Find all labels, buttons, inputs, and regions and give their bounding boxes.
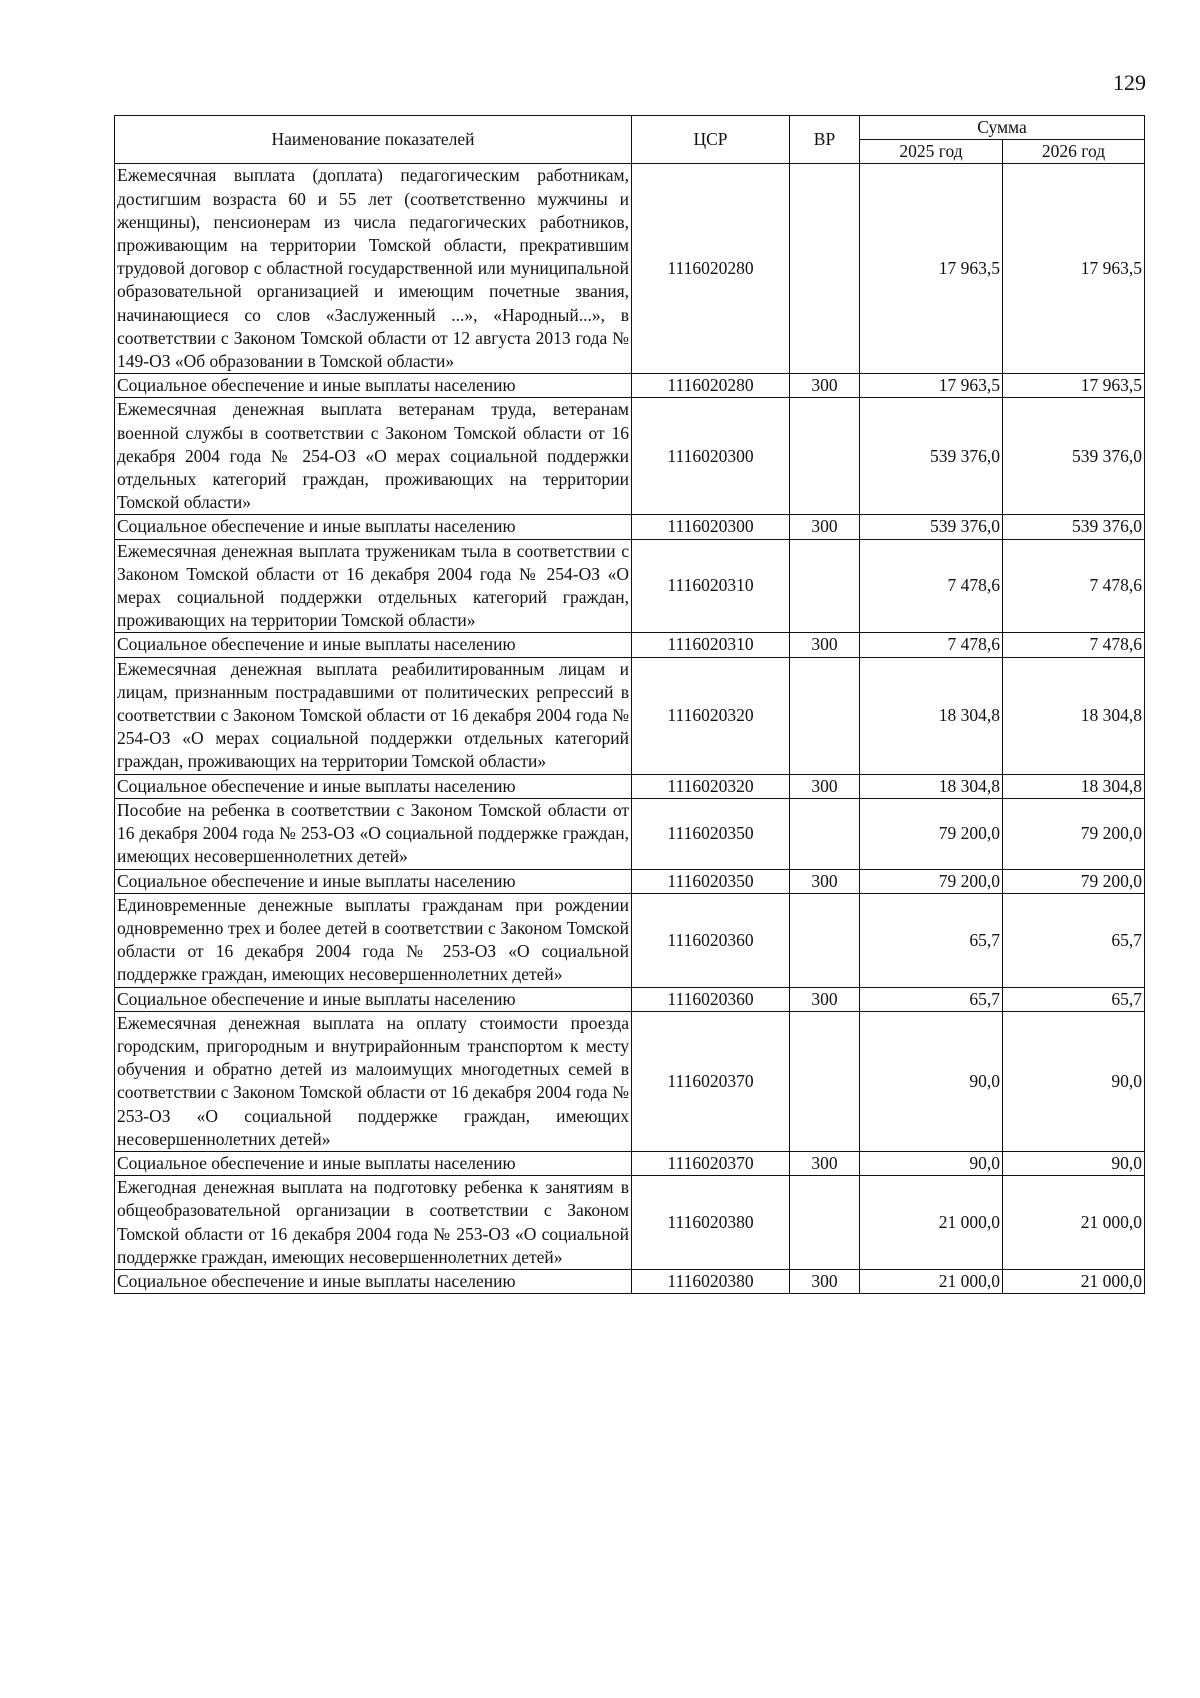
table-row [115,657,1145,774]
row-name: Социальное обеспечение и иные выплаты населению [115,1151,632,1175]
row-vr: 300 [790,633,860,657]
row-name: Ежемесячная денежная выплата на оплату стоимости проезда городским, пригородным и внутрирайонным транспортом к месту обучения и обратно детей из малоимущих многодетных семей в соответствии с Законом Томской области от 16 декабря 2004 года № 253-ОЗ «О социальной поддержке граждан, имеющих несовершеннолетних детей» [115,1011,632,1151]
row-sum-2026: 7 478,6 [1003,539,1145,633]
table-row [115,539,1145,633]
row-vr: 300 [790,987,860,1011]
row-sum-2025: 79 200,0 [860,869,1003,893]
row-name: Ежегодная денежная выплата на подготовку ребенка к занятиям в общеобразовательной организации в соответствии с Законом Томской области от 16 декабря 2004 года № 253-ОЗ «О социальной поддержке граждан, имеющих несовершеннолетних детей» [115,1176,632,1270]
row-name: Пособие на ребенка в соответствии с Законом Томской области от 16 декабря 2004 года № 253-ОЗ «О социальной поддержке граждан, имеющих несовершеннолетних детей» [115,798,632,869]
row-sum-2026: 18 304,8 [1003,774,1145,798]
table-row [115,893,1145,987]
header-year-2025: 2025 год [860,140,1003,164]
row-sum-2025: 90,0 [860,1151,1003,1175]
header-name: Наименование показателей [115,116,632,164]
row-sum-2026: 539 376,0 [1003,398,1145,515]
header-csr: ЦСР [632,116,790,164]
table-row [115,374,1145,398]
budget-table [114,115,1145,1294]
row-csr: 1116020300 [632,398,790,515]
row-sum-2026: 79 200,0 [1003,798,1145,869]
row-name: Единовременные денежные выплаты гражданам при рождении одновременно трех и более детей в соответствии с Законом Томской области от 16 декабря 2004 года № 253-ОЗ «О социальной поддержке граждан, имеющих несовершеннолетних детей» [115,893,632,987]
table-row [115,869,1145,893]
header-sum: Сумма [860,116,1145,140]
row-vr [790,539,860,633]
row-vr: 300 [790,774,860,798]
row-name: Социальное обеспечение и иные выплаты населению [115,869,632,893]
row-csr: 1116020310 [632,633,790,657]
table-row [115,398,1145,515]
header-vr: ВР [790,116,860,164]
table-row [115,1269,1145,1293]
row-vr: 300 [790,869,860,893]
row-vr [790,1176,860,1270]
row-vr: 300 [790,515,860,539]
row-csr: 1116020350 [632,869,790,893]
row-sum-2026: 539 376,0 [1003,515,1145,539]
row-sum-2025: 7 478,6 [860,539,1003,633]
row-sum-2026: 90,0 [1003,1011,1145,1151]
row-csr: 1116020300 [632,515,790,539]
row-name: Ежемесячная денежная выплата труженикам тыла в соответствии с Законом Томской области от 16 декабря 2004 года № 254-ОЗ «О мерах социальной поддержки отдельных категорий граждан, проживающих на территории Томской области» [115,539,632,633]
row-sum-2025: 539 376,0 [860,515,1003,539]
row-sum-2026: 17 963,5 [1003,374,1145,398]
row-sum-2025: 65,7 [860,893,1003,987]
row-csr: 1116020320 [632,774,790,798]
row-name: Социальное обеспечение и иные выплаты населению [115,987,632,1011]
row-name: Социальное обеспечение и иные выплаты населению [115,374,632,398]
page-number: 129 [1113,70,1146,95]
table-row [115,164,1145,374]
row-sum-2026: 17 963,5 [1003,164,1145,374]
row-vr [790,164,860,374]
row-sum-2026: 18 304,8 [1003,657,1145,774]
row-csr: 1116020350 [632,798,790,869]
row-vr [790,657,860,774]
row-vr [790,893,860,987]
row-csr: 1116020310 [632,539,790,633]
table-row [115,633,1145,657]
row-sum-2026: 79 200,0 [1003,869,1145,893]
row-name: Социальное обеспечение и иные выплаты населению [115,774,632,798]
row-sum-2026: 65,7 [1003,987,1145,1011]
table-row [115,1151,1145,1175]
row-name: Социальное обеспечение и иные выплаты населению [115,1269,632,1293]
row-vr [790,1011,860,1151]
row-csr: 1116020280 [632,374,790,398]
row-name: Социальное обеспечение и иные выплаты населению [115,633,632,657]
row-vr: 300 [790,374,860,398]
row-csr: 1116020370 [632,1151,790,1175]
row-sum-2025: 90,0 [860,1011,1003,1151]
row-sum-2025: 21 000,0 [860,1176,1003,1270]
row-sum-2025: 7 478,6 [860,633,1003,657]
row-csr: 1116020360 [632,987,790,1011]
table-row [115,774,1145,798]
row-sum-2025: 17 963,5 [860,164,1003,374]
row-vr [790,798,860,869]
row-vr [790,398,860,515]
row-sum-2026: 90,0 [1003,1151,1145,1175]
row-csr: 1116020320 [632,657,790,774]
row-csr: 1116020380 [632,1176,790,1270]
table-row [115,798,1145,869]
row-sum-2025: 21 000,0 [860,1269,1003,1293]
row-name: Ежемесячная денежная выплата ветеранам труда, ветеранам военной службы в соответствии с Законом Томской области от 16 декабря 2004 года № 254-ОЗ «О мерах социальной поддержки отдельных категорий граждан, проживающих на территории Томской области» [115,398,632,515]
row-csr: 1116020370 [632,1011,790,1151]
row-vr: 300 [790,1269,860,1293]
table-row [115,987,1145,1011]
row-sum-2026: 21 000,0 [1003,1176,1145,1270]
row-sum-2025: 18 304,8 [860,774,1003,798]
row-csr: 1116020360 [632,893,790,987]
table-row [115,1176,1145,1270]
row-name: Социальное обеспечение и иные выплаты населению [115,515,632,539]
table-row [115,1011,1145,1151]
row-sum-2025: 17 963,5 [860,374,1003,398]
row-vr: 300 [790,1151,860,1175]
row-sum-2026: 7 478,6 [1003,633,1145,657]
table-row [115,515,1145,539]
row-sum-2025: 18 304,8 [860,657,1003,774]
row-csr: 1116020280 [632,164,790,374]
row-name: Ежемесячная денежная выплата реабилитированным лицам и лицам, признанным пострадавшими от политических репрессий в соответствии с Законом Томской области от 16 декабря 2004 года № 254-ОЗ «О мерах социальной поддержки отдельных категорий граждан, проживающих на территории Томской области» [115,657,632,774]
row-sum-2026: 21 000,0 [1003,1269,1145,1293]
header-year-2026: 2026 год [1003,140,1145,164]
row-name: Ежемесячная выплата (доплата) педагогическим работникам, достигшим возраста 60 и 55 лет (соответственно мужчины и женщины), пенсионерам из числа педагогических работников, проживающим на территории Томской области, прекратившим трудовой договор с областной государственной или муниципальной образовательной организацией и имеющим почетные звания, начинающиеся со слов «Заслуженный ...», «Народный...», в соответствии с Законом Томской области от 12 августа 2013 года № 149-ОЗ «Об образовании в Томской области» [115,164,632,374]
row-sum-2025: 65,7 [860,987,1003,1011]
row-sum-2026: 65,7 [1003,893,1145,987]
row-sum-2025: 539 376,0 [860,398,1003,515]
row-sum-2025: 79 200,0 [860,798,1003,869]
row-csr: 1116020380 [632,1269,790,1293]
